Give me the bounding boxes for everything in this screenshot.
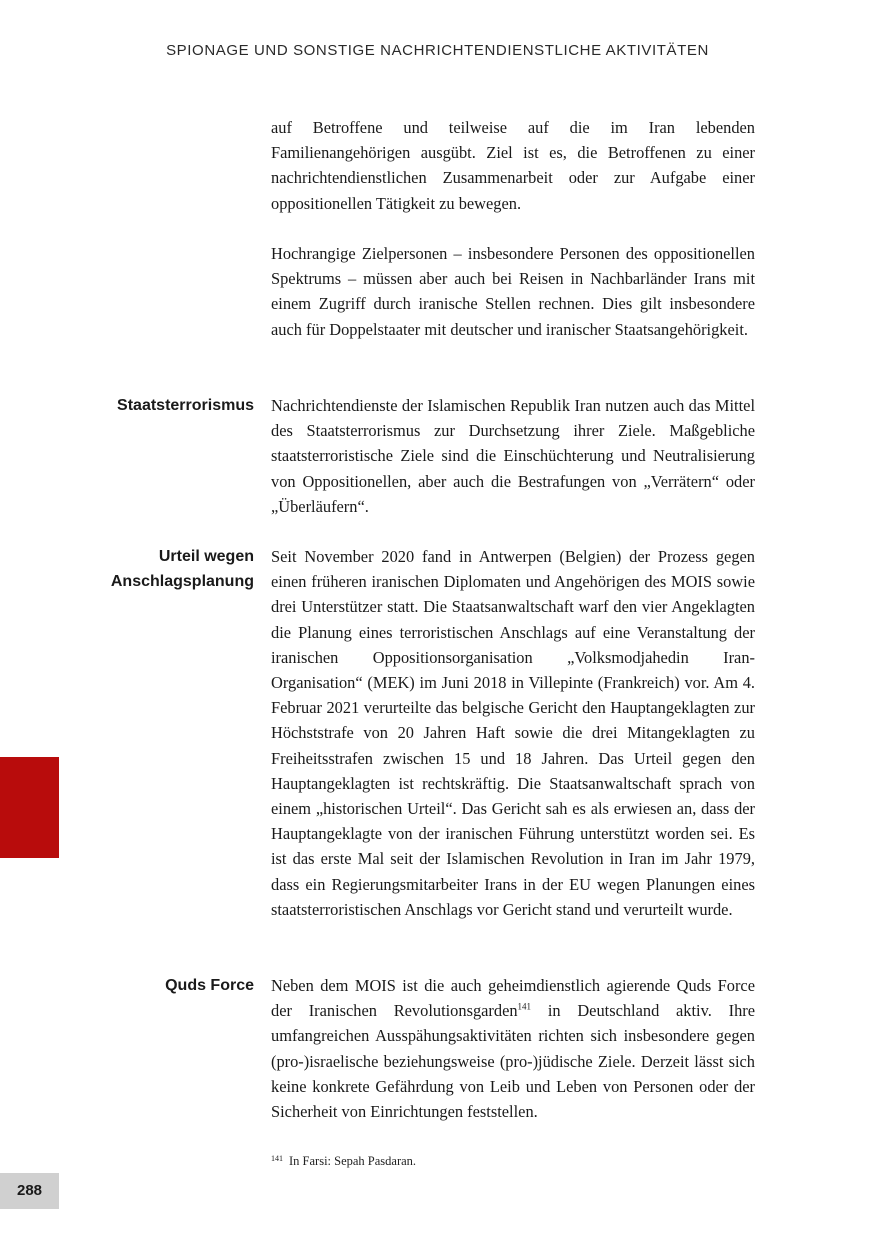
state-terrorism-marginal-heading: Staatsterrorismus [117, 397, 254, 414]
verdict-paragraph: Seit November 2020 fand in Antwerpen (Belgien) der Prozess gegen einen früheren iranischen Diplomaten und Angehörigen des MOIS sowie drei Unterstützer statt. Die Staatsanwaltschaft warf den vier Angeklagten die Planung eines terroristischen Anschlags auf eine Veranstaltung der iranischen Oppositionsorganisation „Volksmodjahedin Iran-Organisation“ (MEK) im Juni 2018 in Villepinte (Frankreich) vor. Am 4. Februar 2021 verurteilte das belgische Gericht den Hauptangeklagten zur Höchststrafe von 20 Jahren Haft sowie die drei Mitangeklagten zu Freiheitsstrafen zwischen 15 und 18 Jahren. Das Urteil gegen den Hauptangeklagten ist rechtskräftig. Die Staatsanwaltschaft sprach von einem „historischen Urteil“. Das Gericht sah es als erwiesen an, dass der Hauptangeklagte von der iranischen Führung unterstützt worden sei. Es ist das erste Mal seit der Islamischen Revolution in Iran im Jahr 1979, dass ein Regierungsmitarbeiter Irans in der EU wegen Planungen eines staatsterroristischen Anschlags vor Gericht stand und verurteilt wurde. [271, 547, 755, 919]
quds-force-marginal-heading: Quds Force [165, 977, 254, 994]
state-terrorism-paragraph: Nachrichtendienste der Islamischen Republik Iran nutzen auch das Mittel des Staatsterrorismus zur Durchsetzung ihrer Ziele. Maßgebliche staatsterroristische Ziele sind die Einschüchterung und Neutralisierung von Oppositionellen, aber auch die Bestrafungen von „Verrätern“ oder „Überläufern“. [271, 396, 755, 516]
high-ranking-targets-paragraph: Hochrangige Zielpersonen – insbesondere Personen des oppositionellen Spektrums – müssen aber auch bei Reisen in Nachbarländer Irans mit einem Zugriff durch iranische Stellen rechnen. Dies gilt insbesondere auch für Doppelstaater mit deutscher und iranischer Staatsangehörigkeit. [271, 244, 755, 339]
quds-force-text-part-1: Neben dem MOIS ist die auch geheimdienstlich agierende Quds Force der Iranischen Revolutionsgarden [271, 976, 755, 1021]
quds-force-paragraph [271, 973, 755, 1124]
chapter-color-tab [0, 757, 59, 858]
quds-force-text-part-2: in Deutschland aktiv. Ihre umfangreichen Ausspähungsaktivitäten richten sich insbesondere gegen (pro-)israelische beziehungsweise (pro-)jüdische Ziele. Derzeit lässt sich keine konkrete Gefährdung von Leib und Leben von Personen oder der Sicherheit von Einrichtungen feststellen. [271, 1001, 755, 1122]
verdict-marginal-heading [111, 544, 254, 594]
running-header: SPIONAGE UND SONSTIGE NACHRICHTENDIENSTLICHE AKTIVITÄTEN [166, 42, 709, 59]
footnote-text: In Farsi: Sepah Pasdaran. [289, 1154, 417, 1168]
footnote-reference: 141 [517, 1001, 532, 1012]
intro-continuation-paragraph: auf Betroffene und teilweise auf die im Iran lebenden Familienangehörigen ausgübt. Ziel ist es, die Betroffenen zu einer nachrichtendienstlichen Zusammenarbeit oder zur Aufgabe einer oppositionellen Tätigkeit zu bewegen. [271, 118, 755, 213]
verdict-heading-line-1: Urteil wegen [158, 548, 254, 565]
footnote [271, 1154, 416, 1169]
verdict-heading-line-2: Anschlagsplanung [110, 573, 254, 591]
page-number: 288 [0, 1173, 59, 1209]
footnote-number: 141 [271, 1154, 283, 1163]
